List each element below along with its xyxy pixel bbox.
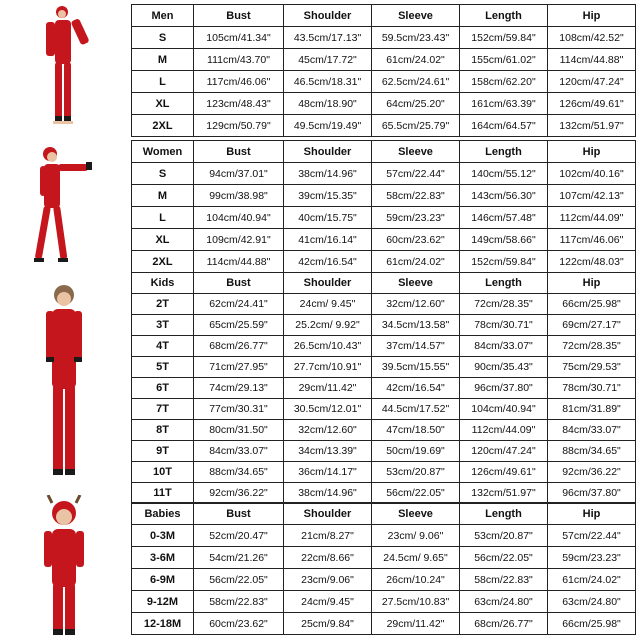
measurement-cell-shoulder: 49.5cm/19.49"	[284, 115, 372, 137]
measurement-cell-hip: 114cm/44.88"	[548, 49, 636, 71]
measurement-cell-hip: 92cm/36.22"	[548, 462, 636, 483]
measurement-cell-shoulder: 38cm/14.96"	[284, 483, 372, 504]
measurement-cell-bust: 52cm/20.47"	[194, 525, 284, 547]
size-label: 4T	[132, 336, 194, 357]
measurement-cell-shoulder: 38cm/14.96"	[284, 163, 372, 185]
size-label: 12-18M	[132, 613, 194, 635]
measurement-cell-hip: 81cm/31.89"	[548, 399, 636, 420]
measurement-cell-hip: 102cm/40.16"	[548, 163, 636, 185]
measurement-cell-hip: 107cm/42.13"	[548, 185, 636, 207]
measurement-cell-shoulder: 25.2cm/ 9.92"	[284, 315, 372, 336]
measurement-cell-bust: 109cm/42.91"	[194, 229, 284, 251]
measurement-cell-sleeve: 59.5cm/23.43"	[372, 27, 460, 49]
measurement-cell-bust: 65cm/25.59"	[194, 315, 284, 336]
measurement-cell-bust: 105cm/41.34"	[194, 27, 284, 49]
table-row	[132, 71, 636, 93]
size-label: M	[132, 49, 194, 71]
measurement-cell-sleeve: 34.5cm/13.58"	[372, 315, 460, 336]
measurement-cell-shoulder: 39cm/15.35"	[284, 185, 372, 207]
measurement-cell-length: 96cm/37.80"	[460, 378, 548, 399]
table-row	[132, 185, 636, 207]
measurement-cell-shoulder: 26.5cm/10.43"	[284, 336, 372, 357]
measurement-cell-bust: 114cm/44.88"	[194, 251, 284, 273]
measurement-cell-sleeve: 61cm/24.02"	[372, 251, 460, 273]
measurement-cell-length: 78cm/30.71"	[460, 315, 548, 336]
measurement-cell-bust: 77cm/30.31"	[194, 399, 284, 420]
measurement-cell-shoulder: 36cm/14.17"	[284, 462, 372, 483]
table-header-row	[132, 141, 636, 163]
measurement-cell-sleeve: 32cm/12.60"	[372, 294, 460, 315]
table-row	[132, 462, 636, 483]
table-header-row	[132, 503, 636, 525]
measurement-cell-hip: 59cm/23.23"	[548, 547, 636, 569]
measurement-cell-bust: 117cm/46.06"	[194, 71, 284, 93]
measurement-cell-length: 112cm/44.09"	[460, 420, 548, 441]
measurement-cell-hip: 66cm/25.98"	[548, 294, 636, 315]
measurement-cell-hip: 88cm/34.65"	[548, 441, 636, 462]
measurement-cell-length: 120cm/47.24"	[460, 441, 548, 462]
size-label: 0-3M	[132, 525, 194, 547]
measurement-cell-bust: 62cm/24.41"	[194, 294, 284, 315]
size-label: 9-12M	[132, 591, 194, 613]
measurement-cell-length: 152cm/59.84"	[460, 27, 548, 49]
measurement-cell-bust: 71cm/27.95"	[194, 357, 284, 378]
measurement-cell-sleeve: 58cm/22.83"	[372, 185, 460, 207]
group-title: Kids	[132, 273, 194, 294]
measurement-cell-length: 56cm/22.05"	[460, 547, 548, 569]
column-header-shoulder: Shoulder	[284, 141, 372, 163]
measurement-cell-shoulder: 40cm/15.75"	[284, 207, 372, 229]
group-title: Women	[132, 141, 194, 163]
size-label: 10T	[132, 462, 194, 483]
men-model-photo	[0, 2, 128, 132]
kids-model-photo	[0, 275, 128, 485]
women-model-photo	[0, 140, 128, 270]
table-row	[132, 483, 636, 504]
measurement-cell-sleeve: 64cm/25.20"	[372, 93, 460, 115]
measurement-cell-bust: 123cm/48.43"	[194, 93, 284, 115]
column-header-hip: Hip	[548, 5, 636, 27]
women-size-table	[131, 140, 635, 273]
measurement-cell-length: 164cm/64.57"	[460, 115, 548, 137]
measurement-cell-length: 158cm/62.20"	[460, 71, 548, 93]
table-row	[132, 49, 636, 71]
measurement-cell-shoulder: 43.5cm/17.13"	[284, 27, 372, 49]
measurement-cell-sleeve: 53cm/20.87"	[372, 462, 460, 483]
measurement-cell-length: 68cm/26.77"	[460, 613, 548, 635]
measurement-cell-length: 72cm/28.35"	[460, 294, 548, 315]
column-header-sleeve: Sleeve	[372, 5, 460, 27]
measurement-cell-sleeve: 37cm/14.57"	[372, 336, 460, 357]
measurement-cell-sleeve: 57cm/22.44"	[372, 163, 460, 185]
table-row	[132, 613, 636, 635]
measurement-cell-sleeve: 60cm/23.62"	[372, 229, 460, 251]
measurement-cell-shoulder: 22cm/8.66"	[284, 547, 372, 569]
table-row	[132, 315, 636, 336]
size-label: S	[132, 163, 194, 185]
measurement-cell-shoulder: 23cm/9.06"	[284, 569, 372, 591]
measurement-cell-hip: 112cm/44.09"	[548, 207, 636, 229]
measurement-cell-hip: 66cm/25.98"	[548, 613, 636, 635]
measurement-cell-shoulder: 42cm/16.54"	[284, 251, 372, 273]
measurement-cell-shoulder: 34cm/13.39"	[284, 441, 372, 462]
column-header-bust: Bust	[194, 5, 284, 27]
size-label: L	[132, 207, 194, 229]
measurement-cell-shoulder: 25cm/9.84"	[284, 613, 372, 635]
column-header-shoulder: Shoulder	[284, 503, 372, 525]
measurement-cell-length: 152cm/59.84"	[460, 251, 548, 273]
measurement-cell-shoulder: 41cm/16.14"	[284, 229, 372, 251]
table-row	[132, 115, 636, 137]
measurement-cell-hip: 78cm/30.71"	[548, 378, 636, 399]
column-header-length: Length	[460, 5, 548, 27]
table-row	[132, 27, 636, 49]
measurement-cell-sleeve: 27.5cm/10.83"	[372, 591, 460, 613]
measurement-cell-sleeve: 61cm/24.02"	[372, 49, 460, 71]
table-row	[132, 251, 636, 273]
column-header-bust: Bust	[194, 141, 284, 163]
size-label: 3T	[132, 315, 194, 336]
measurement-cell-shoulder: 48cm/18.90"	[284, 93, 372, 115]
babies-size-table	[131, 502, 635, 635]
measurement-cell-hip: 120cm/47.24"	[548, 71, 636, 93]
measurement-cell-length: 161cm/63.39"	[460, 93, 548, 115]
measurement-cell-sleeve: 29cm/11.42"	[372, 613, 460, 635]
measurement-cell-bust: 84cm/33.07"	[194, 441, 284, 462]
measurement-cell-bust: 92cm/36.22"	[194, 483, 284, 504]
measurement-cell-length: 126cm/49.61"	[460, 462, 548, 483]
table-row	[132, 207, 636, 229]
measurement-cell-length: 149cm/58.66"	[460, 229, 548, 251]
measurement-cell-length: 143cm/56.30"	[460, 185, 548, 207]
measurement-cell-length: 140cm/55.12"	[460, 163, 548, 185]
table-row	[132, 441, 636, 462]
table-row	[132, 357, 636, 378]
size-label: 6-9M	[132, 569, 194, 591]
measurement-cell-length: 63cm/24.80"	[460, 591, 548, 613]
table-row	[132, 163, 636, 185]
measurement-cell-bust: 99cm/38.98"	[194, 185, 284, 207]
measurement-cell-sleeve: 23cm/ 9.06"	[372, 525, 460, 547]
measurement-cell-shoulder: 21cm/8.27"	[284, 525, 372, 547]
measurement-cell-shoulder: 24cm/ 9.45"	[284, 294, 372, 315]
measurement-cell-hip: 61cm/24.02"	[548, 569, 636, 591]
measurement-cell-bust: 80cm/31.50"	[194, 420, 284, 441]
measurement-cell-hip: 57cm/22.44"	[548, 525, 636, 547]
table-row	[132, 547, 636, 569]
table-row	[132, 93, 636, 115]
measurement-cell-sleeve: 44.5cm/17.52"	[372, 399, 460, 420]
measurement-cell-hip: 117cm/46.06"	[548, 229, 636, 251]
size-label: 2XL	[132, 251, 194, 273]
size-label: 9T	[132, 441, 194, 462]
measurement-cell-length: 53cm/20.87"	[460, 525, 548, 547]
size-label: 2XL	[132, 115, 194, 137]
column-header-length: Length	[460, 503, 548, 525]
measurement-cell-hip: 69cm/27.17"	[548, 315, 636, 336]
measurement-cell-length: 84cm/33.07"	[460, 336, 548, 357]
measurement-cell-hip: 84cm/33.07"	[548, 420, 636, 441]
size-label: 7T	[132, 399, 194, 420]
measurement-cell-shoulder: 27.7cm/10.91"	[284, 357, 372, 378]
column-header-sleeve: Sleeve	[372, 503, 460, 525]
measurement-cell-bust: 74cm/29.13"	[194, 378, 284, 399]
measurement-cell-length: 104cm/40.94"	[460, 399, 548, 420]
measurement-cell-sleeve: 47cm/18.50"	[372, 420, 460, 441]
measurement-cell-length: 146cm/57.48"	[460, 207, 548, 229]
size-label: 3-6M	[132, 547, 194, 569]
size-label: XL	[132, 229, 194, 251]
measurement-cell-bust: 54cm/21.26"	[194, 547, 284, 569]
measurement-cell-sleeve: 42cm/16.54"	[372, 378, 460, 399]
size-label: 6T	[132, 378, 194, 399]
measurement-cell-hip: 75cm/29.53"	[548, 357, 636, 378]
size-label: 5T	[132, 357, 194, 378]
measurement-cell-hip: 72cm/28.35"	[548, 336, 636, 357]
measurement-cell-length: 90cm/35.43"	[460, 357, 548, 378]
column-header-bust: Bust	[194, 503, 284, 525]
table-row	[132, 569, 636, 591]
size-label: S	[132, 27, 194, 49]
column-header-sleeve: Sleeve	[372, 273, 460, 294]
measurement-cell-sleeve: 56cm/22.05"	[372, 483, 460, 504]
group-title: Men	[132, 5, 194, 27]
measurement-cell-bust: 104cm/40.94"	[194, 207, 284, 229]
measurement-cell-length: 58cm/22.83"	[460, 569, 548, 591]
measurement-cell-bust: 94cm/37.01"	[194, 163, 284, 185]
size-label: 11T	[132, 483, 194, 504]
babies-model-photo	[0, 495, 128, 640]
measurement-cell-hip: 122cm/48.03"	[548, 251, 636, 273]
measurement-cell-sleeve: 24.5cm/ 9.65"	[372, 547, 460, 569]
column-header-hip: Hip	[548, 503, 636, 525]
size-label: 2T	[132, 294, 194, 315]
measurement-cell-bust: 56cm/22.05"	[194, 569, 284, 591]
measurement-cell-shoulder: 30.5cm/12.01"	[284, 399, 372, 420]
column-header-length: Length	[460, 141, 548, 163]
column-header-shoulder: Shoulder	[284, 273, 372, 294]
measurement-cell-hip: 108cm/42.52"	[548, 27, 636, 49]
size-label: XL	[132, 93, 194, 115]
measurement-cell-bust: 58cm/22.83"	[194, 591, 284, 613]
table-row	[132, 229, 636, 251]
column-header-shoulder: Shoulder	[284, 5, 372, 27]
table-row	[132, 420, 636, 441]
column-header-length: Length	[460, 273, 548, 294]
measurement-cell-shoulder: 46.5cm/18.31"	[284, 71, 372, 93]
column-header-bust: Bust	[194, 273, 284, 294]
table-row	[132, 591, 636, 613]
measurement-cell-length: 155cm/61.02"	[460, 49, 548, 71]
measurement-cell-bust: 111cm/43.70"	[194, 49, 284, 71]
table-header-row	[132, 5, 636, 27]
measurement-cell-hip: 132cm/51.97"	[548, 115, 636, 137]
table-row	[132, 336, 636, 357]
measurement-cell-sleeve: 26cm/10.24"	[372, 569, 460, 591]
measurement-cell-sleeve: 65.5cm/25.79"	[372, 115, 460, 137]
measurement-cell-bust: 129cm/50.79"	[194, 115, 284, 137]
measurement-cell-shoulder: 29cm/11.42"	[284, 378, 372, 399]
size-label: M	[132, 185, 194, 207]
measurement-cell-sleeve: 39.5cm/15.55"	[372, 357, 460, 378]
column-header-hip: Hip	[548, 273, 636, 294]
measurement-cell-bust: 88cm/34.65"	[194, 462, 284, 483]
table-row	[132, 378, 636, 399]
size-label: L	[132, 71, 194, 93]
measurement-cell-shoulder: 32cm/12.60"	[284, 420, 372, 441]
measurement-cell-bust: 68cm/26.77"	[194, 336, 284, 357]
measurement-cell-sleeve: 62.5cm/24.61"	[372, 71, 460, 93]
table-row	[132, 399, 636, 420]
men-size-table	[131, 4, 635, 137]
measurement-cell-shoulder: 45cm/17.72"	[284, 49, 372, 71]
measurement-cell-hip: 96cm/37.80"	[548, 483, 636, 504]
measurement-cell-hip: 126cm/49.61"	[548, 93, 636, 115]
table-row	[132, 294, 636, 315]
measurement-cell-hip: 63cm/24.80"	[548, 591, 636, 613]
size-label: 8T	[132, 420, 194, 441]
measurement-cell-sleeve: 59cm/23.23"	[372, 207, 460, 229]
table-row	[132, 525, 636, 547]
kids-size-table	[131, 272, 635, 504]
measurement-cell-length: 132cm/51.97"	[460, 483, 548, 504]
measurement-cell-bust: 60cm/23.62"	[194, 613, 284, 635]
column-header-hip: Hip	[548, 141, 636, 163]
measurement-cell-sleeve: 50cm/19.69"	[372, 441, 460, 462]
measurement-cell-shoulder: 24cm/9.45"	[284, 591, 372, 613]
group-title: Babies	[132, 503, 194, 525]
column-header-sleeve: Sleeve	[372, 141, 460, 163]
table-header-row	[132, 273, 636, 294]
